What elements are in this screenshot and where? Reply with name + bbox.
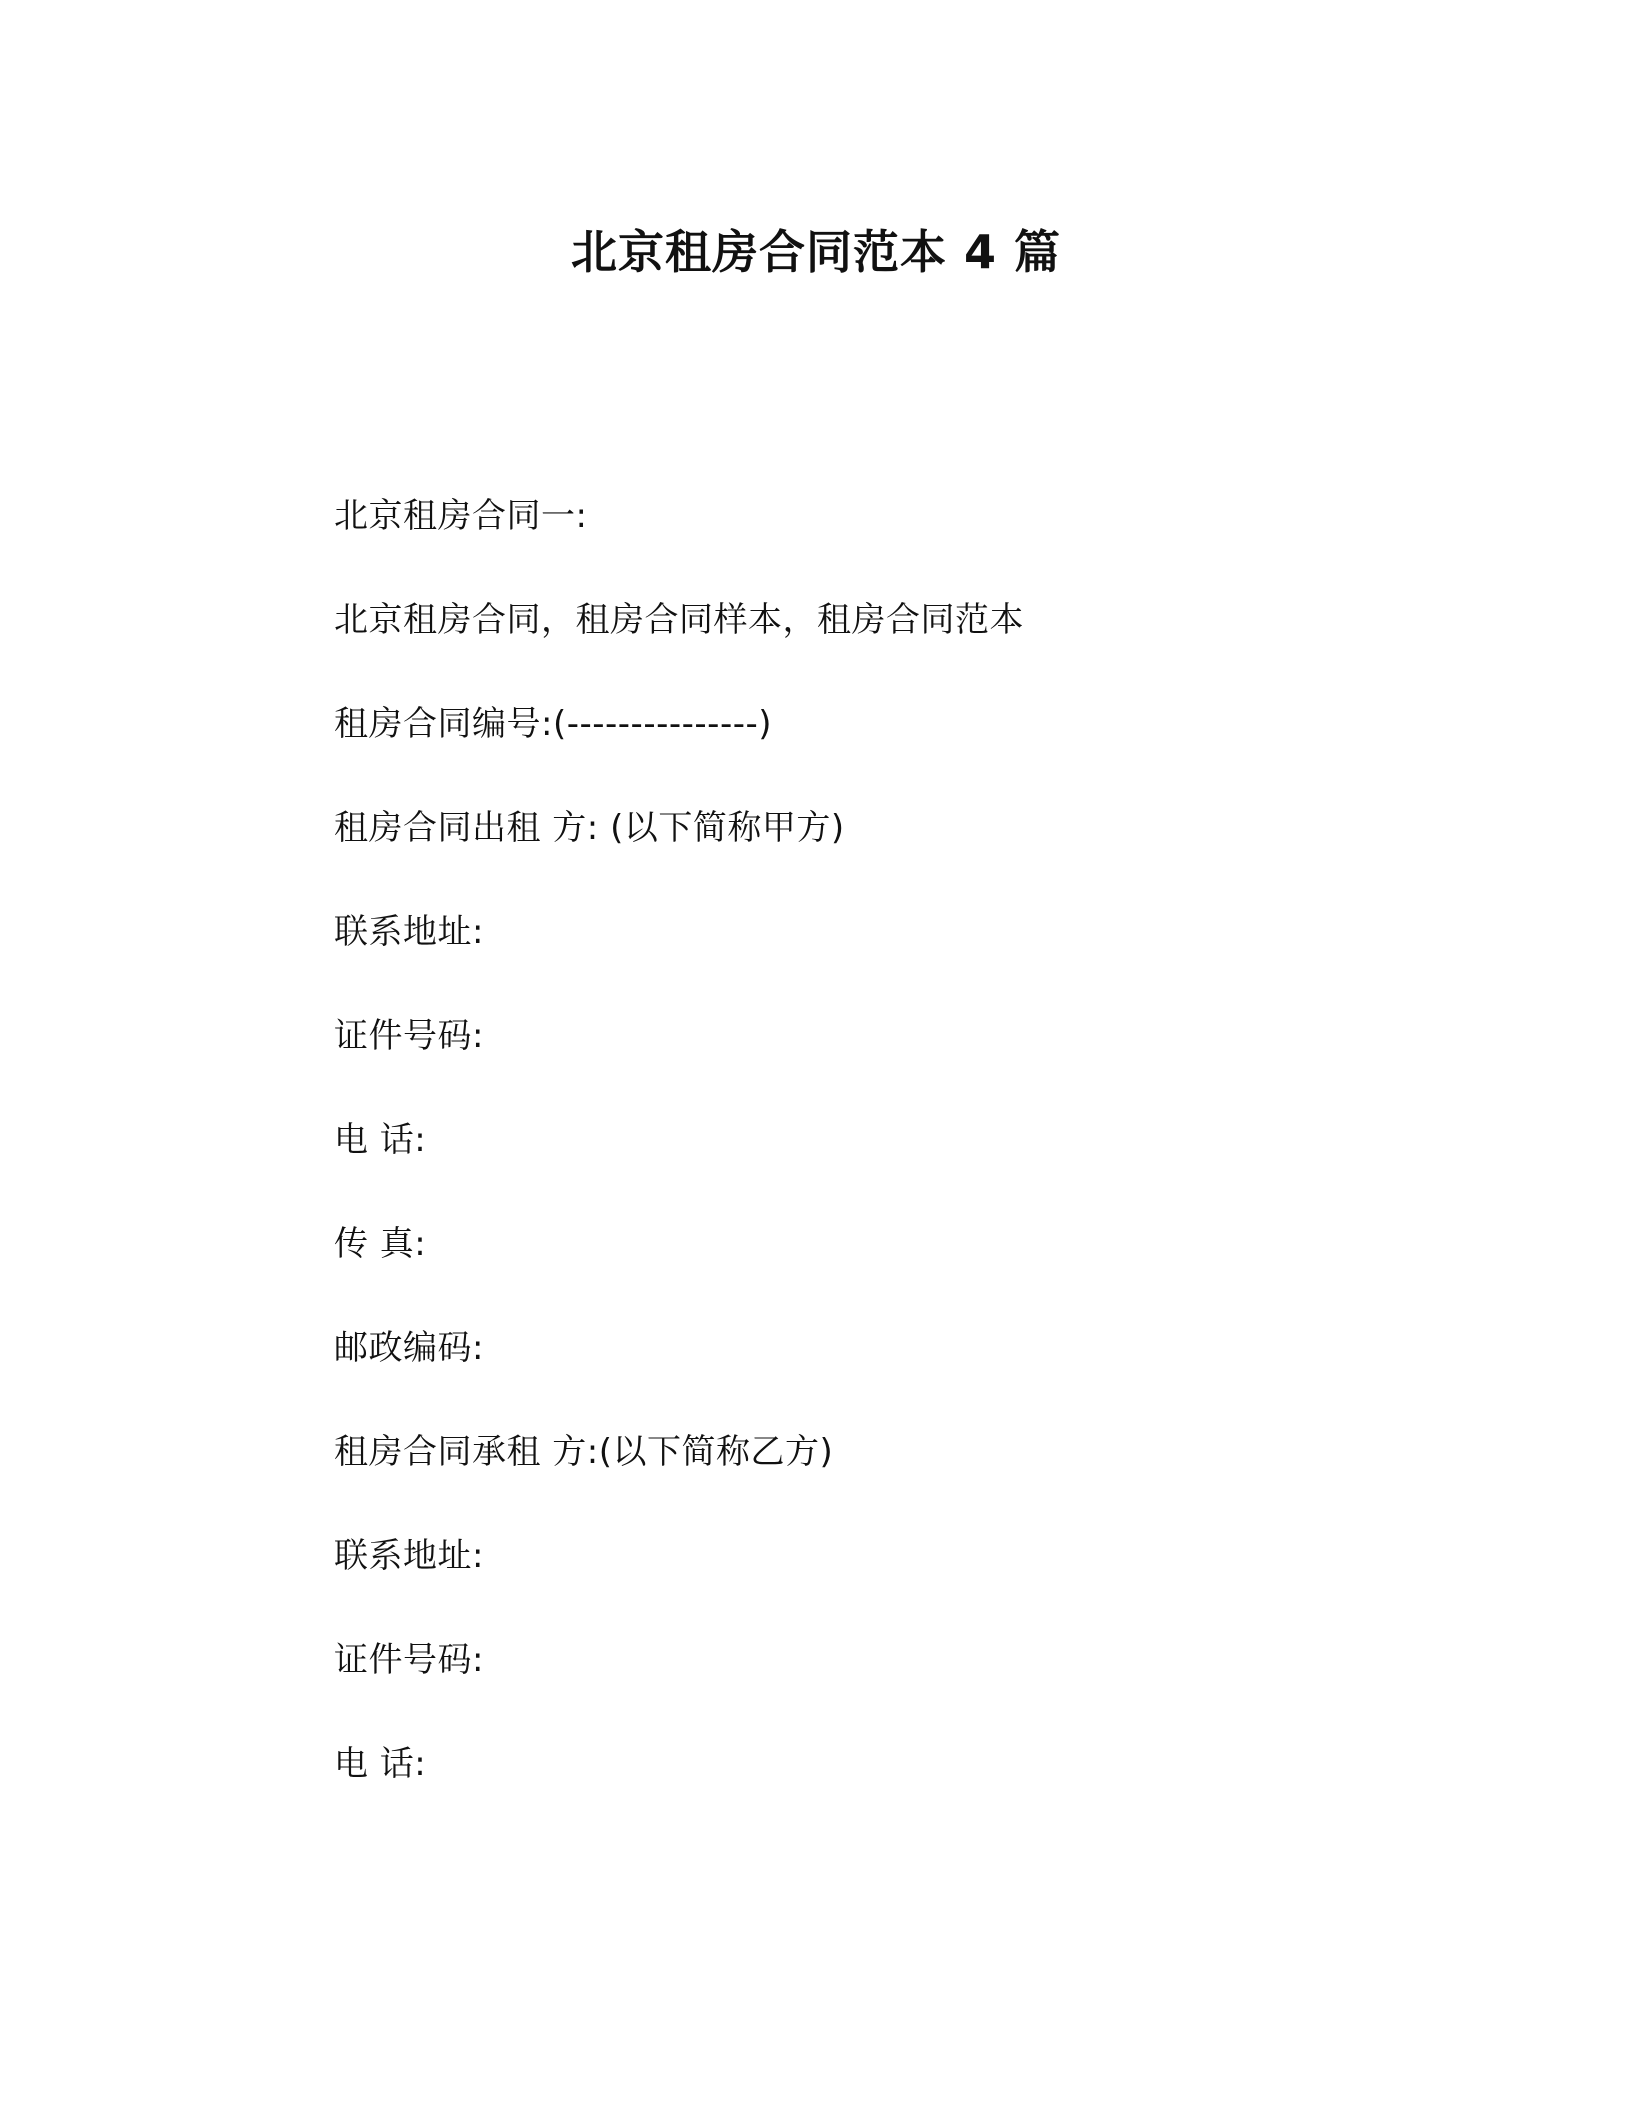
lessee-phone-line: 电 话: bbox=[334, 1744, 427, 1784]
lessor-line: 租房合同出租 方: (以下简称甲方) bbox=[334, 808, 845, 848]
lessor-address-line: 联系地址: bbox=[334, 912, 484, 952]
lessor-id-line: 证件号码: bbox=[334, 1016, 484, 1056]
lessee-id-line: 证件号码: bbox=[334, 1640, 484, 1680]
lessor-postcode-line: 邮政编码: bbox=[334, 1328, 484, 1368]
document-title: 北京租房合同范本 4 篇 bbox=[570, 225, 1062, 279]
document-body bbox=[334, 494, 1434, 1846]
lessee-address-line: 联系地址: bbox=[334, 1536, 484, 1576]
lessor-phone-line: 电 话: bbox=[334, 1120, 427, 1160]
contract-number-line: 租房合同编号:(---------------) bbox=[334, 704, 773, 744]
lessee-line: 租房合同承租 方:(以下简称乙方) bbox=[334, 1432, 834, 1472]
lessor-fax-line: 传 真: bbox=[334, 1224, 427, 1264]
keywords-line: 北京租房合同，租房合同样本，租房合同范本 bbox=[334, 600, 1024, 640]
section-heading: 北京租房合同一: bbox=[334, 496, 588, 536]
